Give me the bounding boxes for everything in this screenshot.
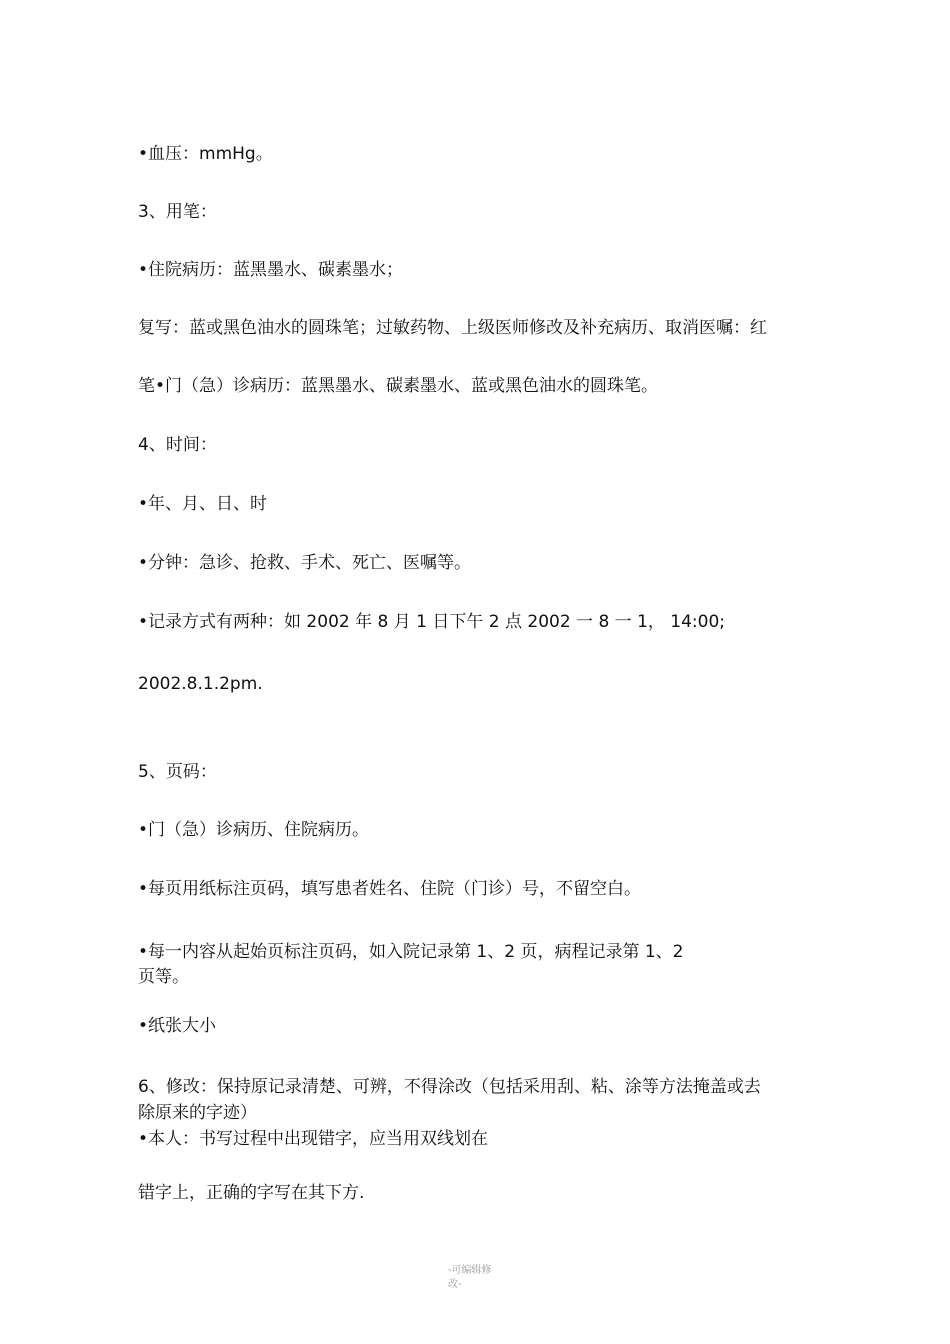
section-heading: 3、用笔： — [138, 202, 217, 222]
text-line: 复写：蓝或黑色油水的圆珠笔；过敏药物、上级医师修改及补充病历、取消医嘱：红 — [138, 318, 767, 338]
text-line: 页等。 — [138, 967, 189, 987]
section-heading: 4、时间： — [138, 435, 217, 455]
text-line: •每一内容从起始页标注页码，如入院记录第 1、2 页，病程记录第 1、2 — [138, 942, 684, 962]
text-line: •血压：mmHg。 — [138, 144, 273, 164]
text-line: 2002.8.1.2pm. — [138, 674, 263, 694]
section-heading: 6、修改：保持原记录清楚、可辨，不得涂改（包括采用刮、粘、涂等方法掩盖或去 — [138, 1077, 761, 1097]
text-line: 笔•门（急）诊病历：蓝黑墨水、碳素墨水、蓝或黑色油水的圆珠笔。 — [138, 376, 659, 396]
text-line: •纸张大小 — [138, 1016, 217, 1036]
text-line: •住院病历：蓝黑墨水、碳素墨水； — [138, 260, 404, 280]
text-line: •分钟：急诊、抢救、手术、死亡、医嘱等。 — [138, 553, 472, 573]
section-heading: 5、页码： — [138, 762, 217, 782]
text-line: •每页用纸标注页码，填写患者姓名、住院（门诊）号，不留空白。 — [138, 879, 642, 899]
footer-watermark-line2: 改- — [448, 1279, 462, 1290]
text-line: •本人：书写过程中出现错字，应当用双线划在 — [138, 1129, 489, 1149]
footer-watermark-line1: -可编辑修 — [448, 1265, 492, 1276]
text-line: •年、月、日、时 — [138, 494, 268, 514]
text-line: •门（急）诊病历、住院病历。 — [138, 820, 370, 840]
text-line: 除原来的字迹） — [138, 1103, 257, 1123]
text-line: 错字上，正确的字写在其下方. — [138, 1183, 365, 1203]
text-line: •记录方式有两种：如 2002 年 8 月 1 日下午 2 点 2002 一 8 一 1， 14:00; — [138, 612, 726, 632]
